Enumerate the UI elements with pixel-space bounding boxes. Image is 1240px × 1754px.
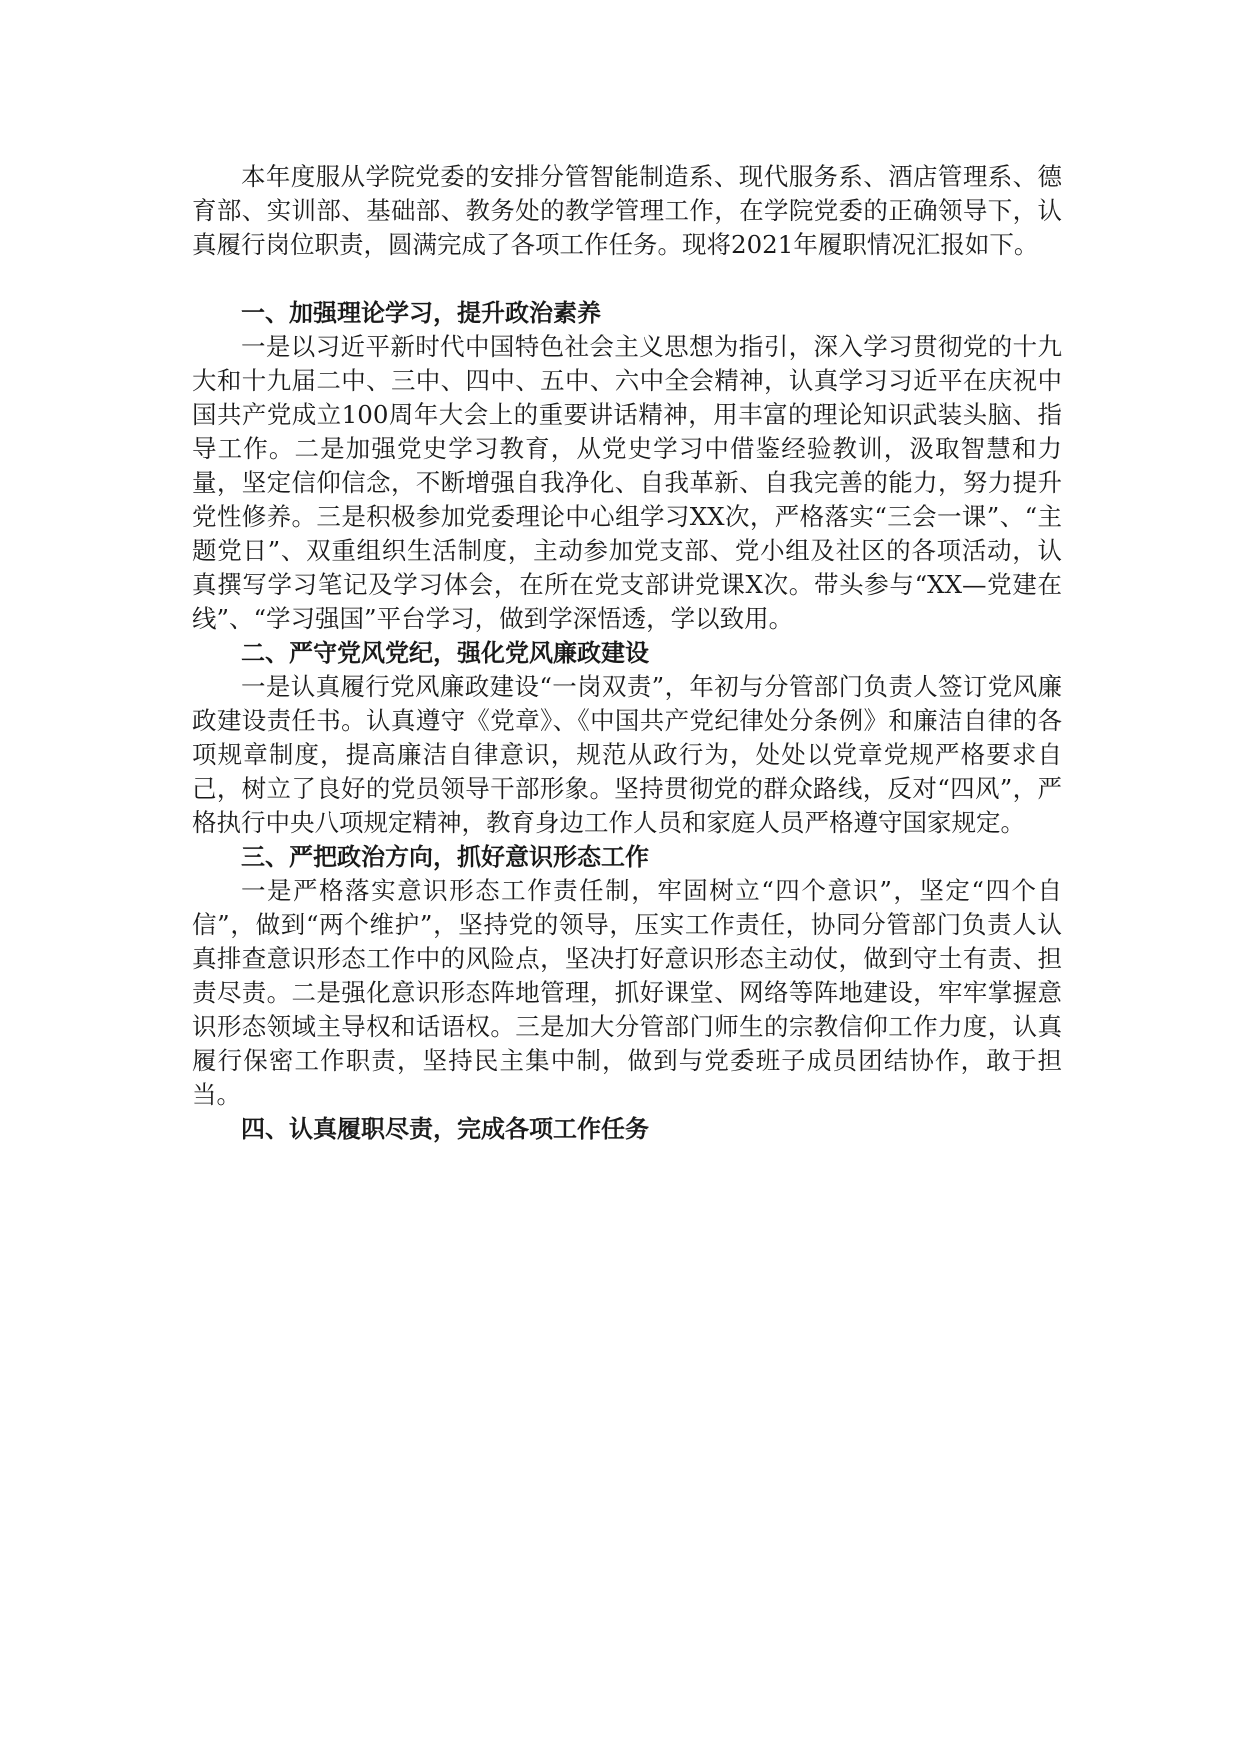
intro-paragraph: 本年度服从学院党委的安排分管智能制造系、现代服务系、酒店管理系、德育部、实训部、基础部、教务处的教学管理工作，在学院党委的正确领导下，认真履行岗位职责，圆满完成了各项工作任务。现将2021年履职情况汇报如下。 — [192, 162, 1062, 259]
section-heading-1: 一、加强理论学习，提升政治素养 — [241, 299, 601, 327]
section-heading-3: 三、严把政治方向，抓好意识形态工作 — [241, 843, 649, 871]
section-body-3: 一是严格落实意识形态工作责任制，牢固树立“四个意识”，坚定“四个自信”，做到“两个维护”，坚持党的领导，压实工作责任，协同分管部门负责人认真排查意识形态工作中的风险点，坚决打好意识形态主动仗，做到守土有责、担责尽责。二是强化意识形态阵地管理，抓好课堂、网络等阵地建设，牢牢掌握意识形态领域主导权和话语权。三是加大分管部门师生的宗教信仰工作力度，认真履行保密工作职责，坚持民主集中制，做到与党委班子成员团结协作，敢于担当。 — [192, 876, 1062, 1109]
paragraph-gap — [192, 262, 1062, 296]
section-heading-2: 二、严守党风党纪，强化党风廉政建设 — [241, 639, 649, 667]
document-body — [192, 160, 1062, 1146]
section-heading-4: 四、认真履职尽责，完成各项工作任务 — [241, 1115, 649, 1143]
section-body-2: 一是认真履行党风廉政建设“一岗双责”，年初与分管部门负责人签订党风廉政建设责任书。认真遵守《党章》、《中国共产党纪律处分条例》和廉洁自律的各项规章制度，提高廉洁自律意识，规范从政行为，处处以党章党规严格要求自己，树立了良好的党员领导干部形象。坚持贯彻党的群众路线，反对“四风”，严格执行中央八项规定精神，教育身边工作人员和家庭人员严格遵守国家规定。 — [192, 672, 1062, 837]
section-body-1: 一是以习近平新时代中国特色社会主义思想为指引，深入学习贯彻党的十九大和十九届二中、三中、四中、五中、六中全会精神，认真学习习近平在庆祝中国共产党成立100周年大会上的重要讲话精神，用丰富的理论知识武装头脑、指导工作。二是加强党史学习教育，从党史学习中借鉴经验教训，汲取智慧和力量，坚定信仰信念，不断增强自我净化、自我革新、自我完善的能力，努力提升党性修养。三是积极参加党委理论中心组学习XX次，严格落实“三会一课”、“主题党日”、双重组织生活制度，主动参加党支部、党小组及社区的各项活动，认真撰写学习笔记及学习体会，在所在党支部讲党课X次。带头参与“XX—党建在线”、“学习强国”平台学习，做到学深悟透，学以致用。 — [192, 332, 1062, 633]
